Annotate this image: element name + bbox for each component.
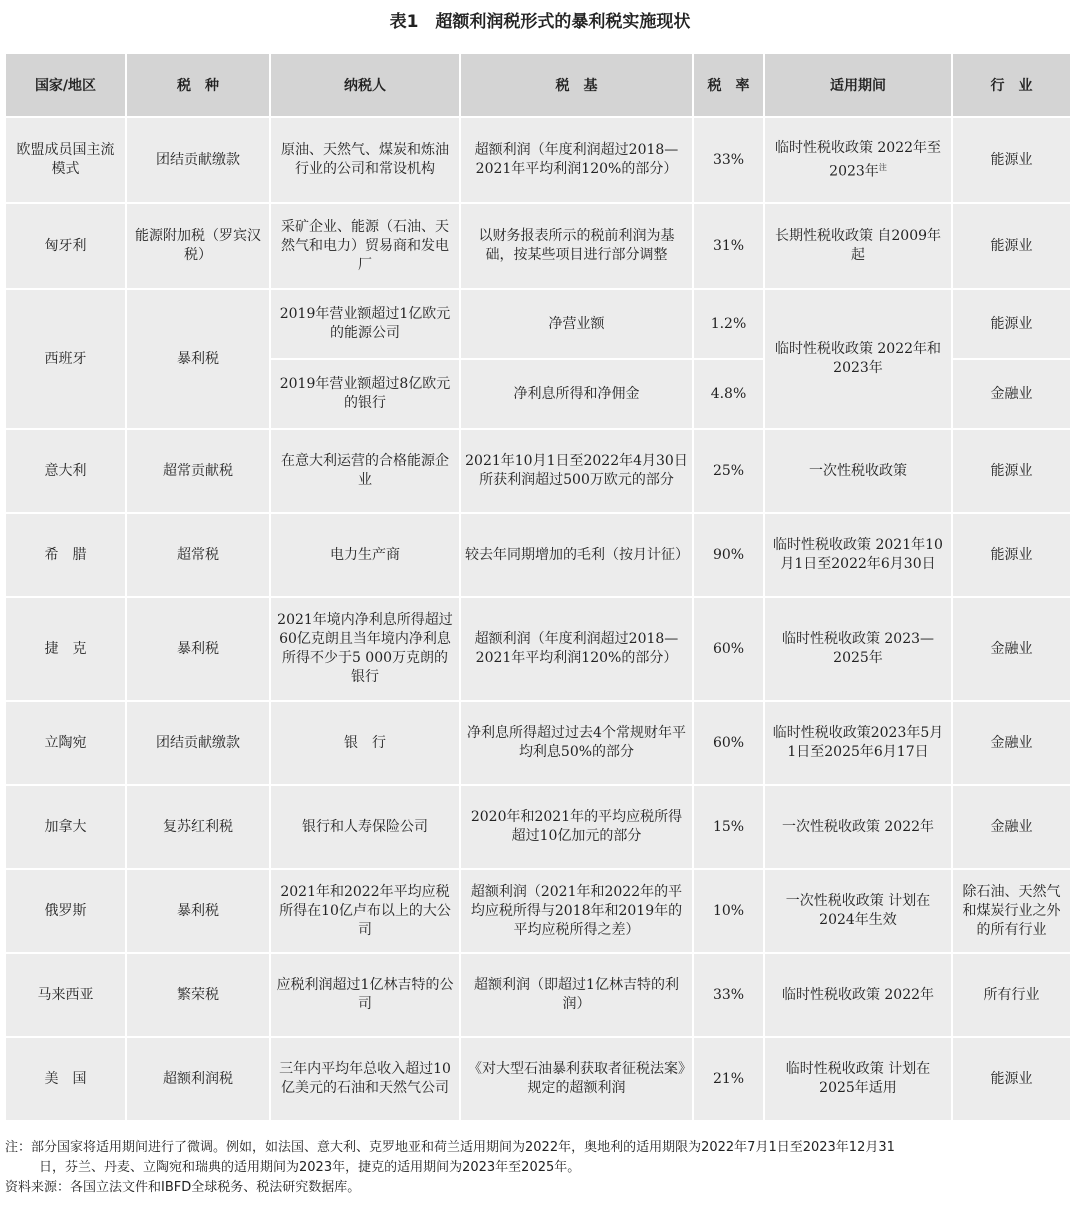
cell-industry: 能源业 xyxy=(953,290,1070,358)
cell-tax: 超常税 xyxy=(127,514,269,596)
cell-country: 意大利 xyxy=(6,430,125,512)
col-header-tax: 税 种 xyxy=(127,54,269,116)
cell-rate: 25% xyxy=(694,430,763,512)
table-row xyxy=(6,430,1070,512)
cell-taxpayer: 原油、天然气、煤炭和炼油行业的公司和常设机构 xyxy=(271,118,459,202)
cell-base: 净营业额 xyxy=(461,290,692,358)
cell-base: 2021年10月1日至2022年4月30日所获利润超过500万欧元的部分 xyxy=(461,430,692,512)
cell-country: 匈牙利 xyxy=(6,204,125,288)
cell-industry: 能源业 xyxy=(953,118,1070,202)
cell-rate: 1.2% xyxy=(694,290,763,358)
table-notes xyxy=(5,1138,1071,1198)
cell-tax: 暴利税 xyxy=(127,598,269,700)
cell-rate: 90% xyxy=(694,514,763,596)
col-header-rate: 税 率 xyxy=(694,54,763,116)
col-header-country: 国家/地区 xyxy=(6,54,125,116)
note-line-continued: 日，芬兰、丹麦、立陶宛和瑞典的适用期间为2023年，捷克的适用期间为2023年至2025年。 xyxy=(39,1160,581,1175)
cell-taxpayer: 应税利润超过1亿林吉特的公司 xyxy=(271,954,459,1036)
cell-taxpayer: 2021年境内净利息所得超过60亿克朗且当年境内净利息所得不少于5 000万克朗的银行 xyxy=(271,598,459,700)
col-header-taxpayer: 纳税人 xyxy=(271,54,459,116)
cell-country: 加拿大 xyxy=(6,786,125,868)
cell-rate: 60% xyxy=(694,598,763,700)
cell-period: 一次性税收政策 xyxy=(765,430,951,512)
cell-period: 一次性税收政策 2022年 xyxy=(765,786,951,868)
cell-industry: 金融业 xyxy=(953,786,1070,868)
cell-base: 超额利润（即超过1亿林吉特的利润） xyxy=(461,954,692,1036)
cell-country: 捷 克 xyxy=(6,598,125,700)
cell-period: 一次性税收政策 计划在2024年生效 xyxy=(765,870,951,952)
cell-period: 临时性税收政策 2022年 xyxy=(765,954,951,1036)
cell-taxpayer: 银行和人寿保险公司 xyxy=(271,786,459,868)
cell-industry: 所有行业 xyxy=(953,954,1070,1036)
windfall-tax-table xyxy=(4,52,1072,1122)
table-title: 表1 超额利润税形式的暴利税实施现状 xyxy=(389,12,691,32)
cell-period xyxy=(765,118,951,202)
cell-rate: 15% xyxy=(694,786,763,868)
cell-taxpayer: 2019年营业额超过1亿欧元的能源公司 xyxy=(271,290,459,358)
cell-industry: 能源业 xyxy=(953,1038,1070,1120)
col-header-period: 适用期间 xyxy=(765,54,951,116)
cell-base: 较去年同期增加的毛利（按月计征） xyxy=(461,514,692,596)
source-note: 资料来源：各国立法文件和IBFD全球税务、税法研究数据库。 xyxy=(5,1180,361,1195)
cell-base: 以财务报表所示的税前利润为基础，按某些项目进行部分调整 xyxy=(461,204,692,288)
cell-industry: 除石油、天然气和煤炭行业之外的所有行业 xyxy=(953,870,1070,952)
col-header-industry: 行 业 xyxy=(953,54,1070,116)
table-row xyxy=(6,290,1070,358)
cell-rate: 33% xyxy=(694,954,763,1036)
cell-tax: 能源附加税（罗宾汉税） xyxy=(127,204,269,288)
cell-country: 马来西亚 xyxy=(6,954,125,1036)
cell-industry: 金融业 xyxy=(953,360,1070,428)
cell-tax: 超常贡献税 xyxy=(127,430,269,512)
cell-tax: 团结贡献缴款 xyxy=(127,118,269,202)
cell-base: 超额利润（2021年和2022年的平均应税所得与2018年和2019年的平均应税所得之差） xyxy=(461,870,692,952)
cell-industry: 金融业 xyxy=(953,702,1070,784)
cell-country: 俄罗斯 xyxy=(6,870,125,952)
cell-tax: 繁荣税 xyxy=(127,954,269,1036)
table-row xyxy=(6,786,1070,868)
cell-country: 立陶宛 xyxy=(6,702,125,784)
cell-rate: 4.8% xyxy=(694,360,763,428)
cell-base: 净利息所得超过过去4个常规财年平均利息50%的部分 xyxy=(461,702,692,784)
col-header-base: 税 基 xyxy=(461,54,692,116)
cell-period: 临时性税收政策 2023—2025年 xyxy=(765,598,951,700)
cell-period: 长期性税收政策 自2009年起 xyxy=(765,204,951,288)
cell-period: 临时性税收政策 计划在2025年适用 xyxy=(765,1038,951,1120)
cell-taxpayer: 银 行 xyxy=(271,702,459,784)
cell-tax: 暴利税 xyxy=(127,290,269,428)
cell-base: 超额利润（年度利润超过2018—2021年平均利润120%的部分） xyxy=(461,118,692,202)
table-row xyxy=(6,514,1070,596)
cell-taxpayer: 电力生产商 xyxy=(271,514,459,596)
cell-base: 超额利润（年度利润超过2018—2021年平均利润120%的部分） xyxy=(461,598,692,700)
cell-period: 临时性税收政策 2022年和2023年 xyxy=(765,290,951,428)
table-row xyxy=(6,702,1070,784)
cell-base: 2020年和2021年的平均应税所得超过10亿加元的部分 xyxy=(461,786,692,868)
cell-rate: 33% xyxy=(694,118,763,202)
header-row xyxy=(6,54,1070,116)
cell-country: 美 国 xyxy=(6,1038,125,1120)
table-row xyxy=(6,204,1070,288)
cell-country: 欧盟成员国主流模式 xyxy=(6,118,125,202)
cell-tax: 暴利税 xyxy=(127,870,269,952)
cell-taxpayer: 2019年营业额超过8亿欧元的银行 xyxy=(271,360,459,428)
cell-rate: 21% xyxy=(694,1038,763,1120)
cell-period: 临时性税收政策2023年5月1日至2025年6月17日 xyxy=(765,702,951,784)
cell-base: 《对大型石油暴利获取者征税法案》规定的超额利润 xyxy=(461,1038,692,1120)
cell-country: 西班牙 xyxy=(6,290,125,428)
cell-taxpayer: 2021年和2022年平均应税所得在10亿卢布以上的大公司 xyxy=(271,870,459,952)
cell-taxpayer: 三年内平均年总收入超过10亿美元的石油和天然气公司 xyxy=(271,1038,459,1120)
table-row xyxy=(6,870,1070,952)
cell-rate: 10% xyxy=(694,870,763,952)
cell-taxpayer: 采矿企业、能源（石油、天然气和电力）贸易商和发电厂 xyxy=(271,204,459,288)
note-line: 注：部分国家将适用期间进行了微调。例如，如法国、意大利、克罗地亚和荷兰适用期间为2022年，奥地利的适用期限为2022年7月1日至2023年12月31 xyxy=(5,1140,895,1155)
cell-country: 希 腊 xyxy=(6,514,125,596)
cell-rate: 31% xyxy=(694,204,763,288)
cell-base: 净利息所得和净佣金 xyxy=(461,360,692,428)
cell-tax: 复苏红利税 xyxy=(127,786,269,868)
table-row xyxy=(6,118,1070,202)
table-row xyxy=(6,954,1070,1036)
cell-taxpayer: 在意大利运营的合格能源企业 xyxy=(271,430,459,512)
cell-tax: 超额利润税 xyxy=(127,1038,269,1120)
cell-rate: 60% xyxy=(694,702,763,784)
cell-industry: 金融业 xyxy=(953,598,1070,700)
period-text: 临时性税收政策 2022年至2023年 xyxy=(774,139,942,180)
cell-tax: 团结贡献缴款 xyxy=(127,702,269,784)
cell-industry: 能源业 xyxy=(953,430,1070,512)
table-row xyxy=(6,1038,1070,1120)
cell-industry: 能源业 xyxy=(953,514,1070,596)
cell-period: 临时性税收政策 2021年10月1日至2022年6月30日 xyxy=(765,514,951,596)
footnote-marker: 注 xyxy=(878,162,887,172)
table-row xyxy=(6,598,1070,700)
cell-industry: 能源业 xyxy=(953,204,1070,288)
